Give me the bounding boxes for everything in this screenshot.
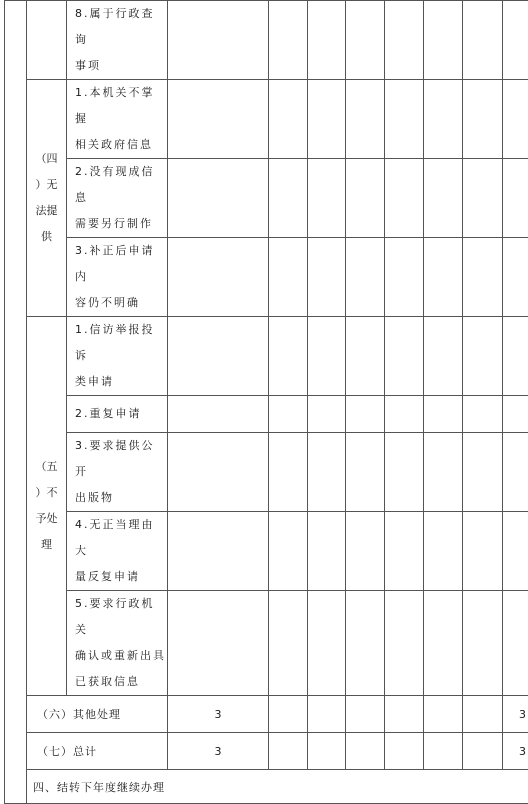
cell [269,733,308,770]
cell [168,433,269,512]
row-label-repeat: 2.重复申请 [67,396,168,433]
cell [269,696,308,733]
cell [385,591,424,696]
outer-section-column [5,1,27,804]
cell [308,512,346,591]
cell [269,238,308,317]
cell [503,512,528,591]
cell [346,238,385,317]
cell [168,396,269,433]
cell [168,512,269,591]
cell [308,696,346,733]
cell [308,433,346,512]
cell [346,1,385,80]
row-label-not-held: 1.本机关不掌握 相关政府信息 [67,80,168,159]
cell [269,159,308,238]
row-label-8: 8.属于行政查询 事项 [67,1,168,80]
cell [424,80,463,159]
cell [385,433,424,512]
cell [503,591,528,696]
cell [308,80,346,159]
group-label-not-processed: （五 ）不 予处 理 [27,317,67,696]
row-label-needs-production: 2.没有现成信息 需要另行制作 [67,159,168,238]
cell [269,591,308,696]
summary-label-total: （七）总计 [27,733,168,770]
cell [346,512,385,591]
cell [269,433,308,512]
cell [308,317,346,396]
cell [424,591,463,696]
cell [385,238,424,317]
cell [424,733,463,770]
cell [463,591,503,696]
cell [463,159,503,238]
cell [308,159,346,238]
cell [463,696,503,733]
cell [463,733,503,770]
summary-value: 3 [168,696,269,733]
cell [424,396,463,433]
cell [503,159,528,238]
cell [424,433,463,512]
cell [269,80,308,159]
cell [463,317,503,396]
cell [346,696,385,733]
row-label-reconfirm: 5.要求行政机关 确认或重新出具 已获取信息 [67,591,168,696]
cell [463,512,503,591]
cell [346,159,385,238]
cell [385,159,424,238]
summary-value: 3 [503,696,528,733]
cell [346,80,385,159]
cell [269,317,308,396]
cell [463,1,503,80]
cell [308,591,346,696]
cell [308,1,346,80]
cell [346,733,385,770]
summary-value: 3 [168,733,269,770]
row-label-publications: 3.要求提供公开 出版物 [67,433,168,512]
cell [385,396,424,433]
summary-label-other: （六）其他处理 [27,696,168,733]
cell [503,396,528,433]
summary-value: 3 [503,733,528,770]
carry-over-row-label: 四、结转下年度继续办理 [27,770,528,804]
cell [168,317,269,396]
cell [346,317,385,396]
cell [168,1,269,80]
cell [503,317,528,396]
cell [385,512,424,591]
cell [385,733,424,770]
group-empty [27,1,67,80]
cell [168,238,269,317]
cell [424,317,463,396]
cell [503,80,528,159]
row-label-petition: 1.信访举报投诉 类申请 [67,317,168,396]
cell [463,238,503,317]
cell [168,591,269,696]
cell [269,512,308,591]
cell [503,1,528,80]
cell [503,433,528,512]
cell [385,696,424,733]
cell [269,396,308,433]
cell [424,1,463,80]
row-label-still-unclear: 3.补正后申请内 容仍不明确 [67,238,168,317]
cell [269,1,308,80]
cell [385,80,424,159]
cell [308,396,346,433]
row-label-mass-repeat: 4.无正当理由大 量反复申请 [67,512,168,591]
cell [424,696,463,733]
cell [168,159,269,238]
group-label-unable-to-provide: （四 ）无 法提 供 [27,80,67,317]
cell [168,80,269,159]
cell [463,396,503,433]
cell [346,433,385,512]
statistics-table [4,0,528,804]
cell [385,317,424,396]
cell [346,591,385,696]
cell [346,396,385,433]
cell [463,433,503,512]
cell [385,1,424,80]
cell [308,733,346,770]
cell [503,238,528,317]
cell [424,159,463,238]
cell [308,238,346,317]
cell [424,512,463,591]
cell [424,238,463,317]
cell [463,80,503,159]
